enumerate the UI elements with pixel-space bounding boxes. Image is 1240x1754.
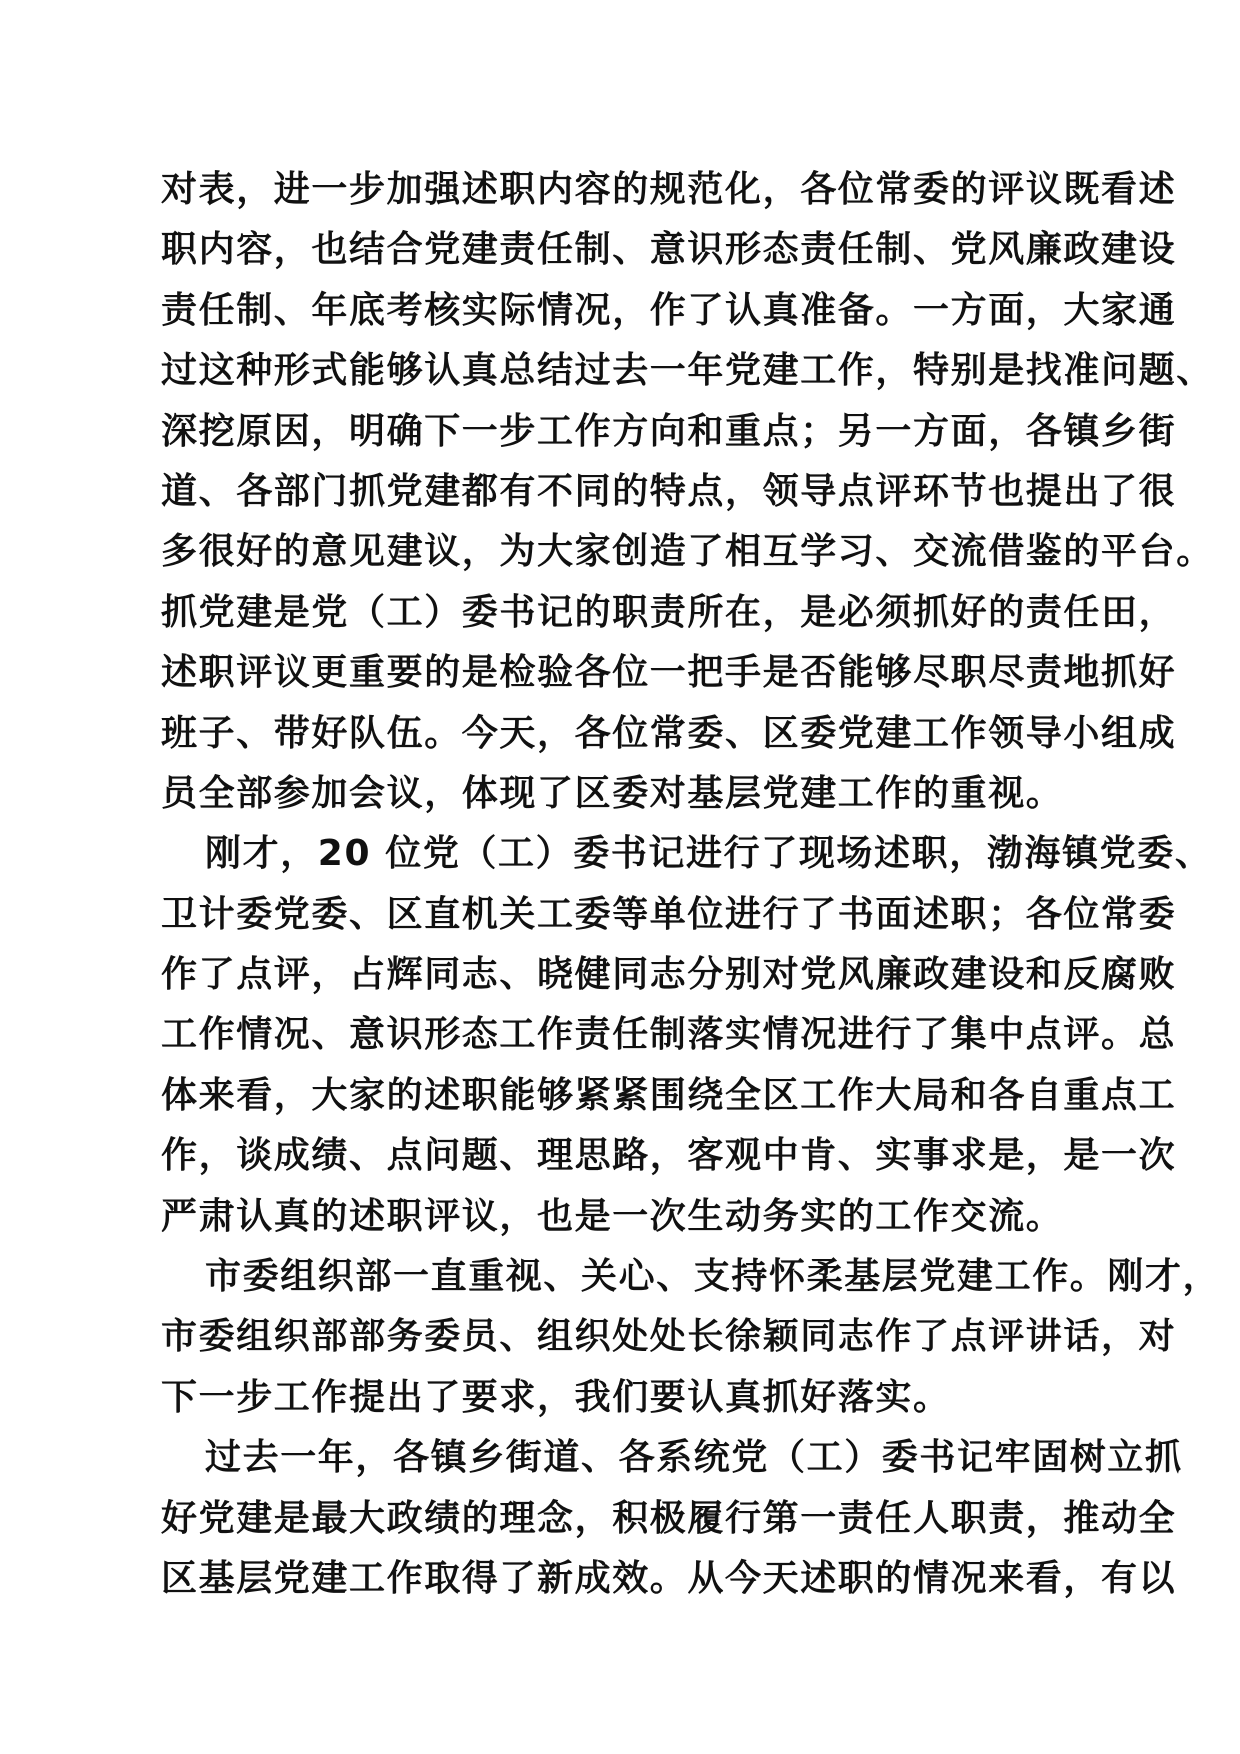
text-line: 卫计委党委、区直机关工委等单位进行了书面述职；各位常委 <box>161 893 1177 935</box>
text-line: 道、各部门抓党建都有不同的特点，领导点评环节也提出了很 <box>161 470 1177 512</box>
text-line: 抓党建是党（工）委书记的职责所在，是必须抓好的责任田， <box>161 591 1177 633</box>
text-line: 深挖原因，明确下一步工作方向和重点；另一方面，各镇乡街 <box>161 410 1177 452</box>
paragraph-start-line: 市委组织部一直重视、关心、支持怀柔基层党建工作。刚才， <box>205 1256 1221 1298</box>
text-line: 过这种形式能够认真总结过去一年党建工作，特别是找准问题、 <box>161 350 1214 392</box>
paragraph-start-line: 刚才，20 位党（工）委书记进行了现场述职，渤海镇党委、 <box>205 833 1213 875</box>
text-line: 述职评议更重要的是检验各位一把手是否能够尽职尽责地抓好 <box>161 652 1177 694</box>
text-line: 下一步工作提出了要求，我们要认真抓好落实。 <box>161 1376 951 1418</box>
text-line: 作，谈成绩、点问题、理思路，客观中肯、实事求是，是一次 <box>161 1135 1177 1177</box>
document-body <box>161 160 1221 1609</box>
text-line: 好党建是最大政绩的理念，积极履行第一责任人职责，推动全 <box>161 1497 1177 1539</box>
text-line: 工作情况、意识形态工作责任制落实情况进行了集中点评。总 <box>161 1014 1177 1056</box>
paragraph-start-line: 过去一年，各镇乡街道、各系统党（工）委书记牢固树立抓 <box>205 1437 1183 1479</box>
text-line: 体来看，大家的述职能够紧紧围绕全区工作大局和各自重点工 <box>161 1074 1177 1116</box>
text-line: 职内容，也结合党建责任制、意识形态责任制、党风廉政建设 <box>161 229 1177 271</box>
text-line: 对表，进一步加强述职内容的规范化，各位常委的评议既看述 <box>161 169 1177 210</box>
text-line: 严肃认真的述职评议，也是一次生动务实的工作交流。 <box>161 1195 1064 1237</box>
text-line: 作了点评，占辉同志、晓健同志分别对党风廉政建设和反腐败 <box>161 954 1177 996</box>
text-line: 多很好的意见建议，为大家创造了相互学习、交流借鉴的平台。 <box>161 531 1214 573</box>
text-line: 责任制、年底考核实际情况，作了认真准备。一方面，大家通 <box>161 289 1177 331</box>
text-line: 市委组织部部务委员、组织处处长徐颖同志作了点评讲话，对 <box>161 1316 1177 1358</box>
text-line: 班子、带好队伍。今天，各位常委、区委党建工作领导小组成 <box>161 712 1177 754</box>
text-line: 员全部参加会议，体现了区委对基层党建工作的重视。 <box>161 772 1064 814</box>
text-line: 区基层党建工作取得了新成效。从今天述职的情况来看，有以 <box>161 1557 1177 1599</box>
